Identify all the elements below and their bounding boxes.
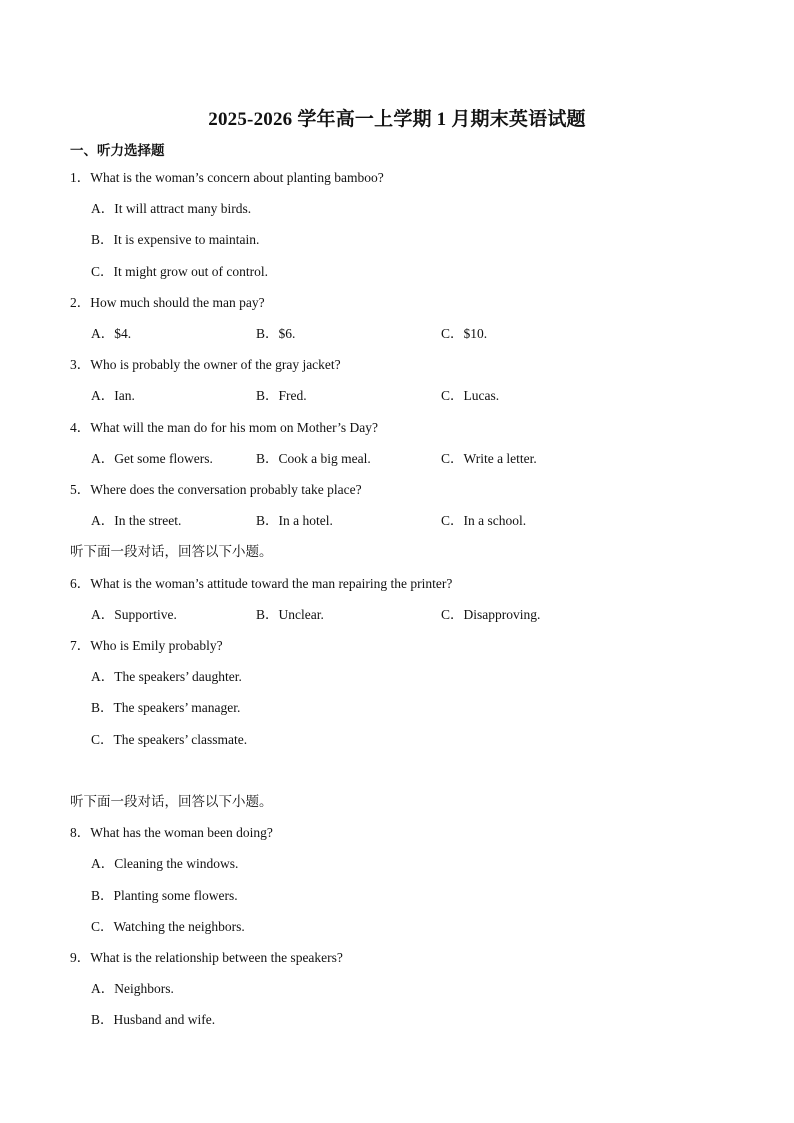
answer-option: B．$6. xyxy=(256,326,296,341)
question-stem: 2．How much should the man pay? xyxy=(70,295,265,310)
answer-option: A．It will attract many birds. xyxy=(91,201,252,216)
answer-option: C．Lucas. xyxy=(441,388,500,403)
question-stem: 7．Who is Emily probably? xyxy=(70,638,223,653)
answer-option: A．$4. xyxy=(91,326,132,341)
answer-option: B．Cook a big meal. xyxy=(256,451,371,466)
answer-option: A．In the street. xyxy=(91,513,182,528)
question-stem: 6．What is the woman’s attitude toward the man repairing the printer? xyxy=(70,576,453,591)
question-stem: 8．What has the woman been doing? xyxy=(70,825,273,840)
answer-option: C．It might grow out of control. xyxy=(91,264,268,279)
answer-option: B．Planting some flowers. xyxy=(91,888,238,903)
answer-option: B．In a hotel. xyxy=(256,513,333,528)
listening-instruction: 听下面一段对话，回答以下小题。 xyxy=(70,794,273,810)
answer-option: C．Watching the neighbors. xyxy=(91,919,245,934)
answer-option: C．The speakers’ classmate. xyxy=(91,732,248,747)
question-stem: 9．What is the relationship between the speakers? xyxy=(70,950,343,965)
answer-option: A．Neighbors. xyxy=(91,981,174,996)
answer-option: C．Write a letter. xyxy=(441,451,537,466)
section-heading: 一、听力选择题 xyxy=(70,143,165,159)
listening-instruction: 听下面一段对话，回答以下小题。 xyxy=(70,544,273,560)
answer-option: B．Unclear. xyxy=(256,607,324,622)
answer-option: C．$10. xyxy=(441,326,488,341)
answer-option: B．Husband and wife. xyxy=(91,1012,216,1027)
answer-option: A．Ian. xyxy=(91,388,135,403)
answer-option: A．Supportive. xyxy=(91,607,177,622)
answer-option: C．Disapproving. xyxy=(441,607,541,622)
answer-option: A．The speakers’ daughter. xyxy=(91,669,242,684)
question-stem: 3．Who is probably the owner of the gray jacket? xyxy=(70,357,341,372)
answer-option: A．Cleaning the windows. xyxy=(91,856,239,871)
question-stem: 5．Where does the conversation probably take place? xyxy=(70,482,362,497)
answer-option: B．Fred. xyxy=(256,388,307,403)
answer-option: A．Get some flowers. xyxy=(91,451,213,466)
question-stem: 1．What is the woman’s concern about planting bamboo? xyxy=(70,170,384,185)
page-title: 2025-2026 学年高一上学期 1 月期末英语试题 xyxy=(208,109,586,130)
question-stem: 4．What will the man do for his mom on Mother’s Day? xyxy=(70,420,378,435)
answer-option: B．The speakers’ manager. xyxy=(91,700,241,715)
answer-option: C．In a school. xyxy=(441,513,527,528)
answer-option: B．It is expensive to maintain. xyxy=(91,232,260,247)
